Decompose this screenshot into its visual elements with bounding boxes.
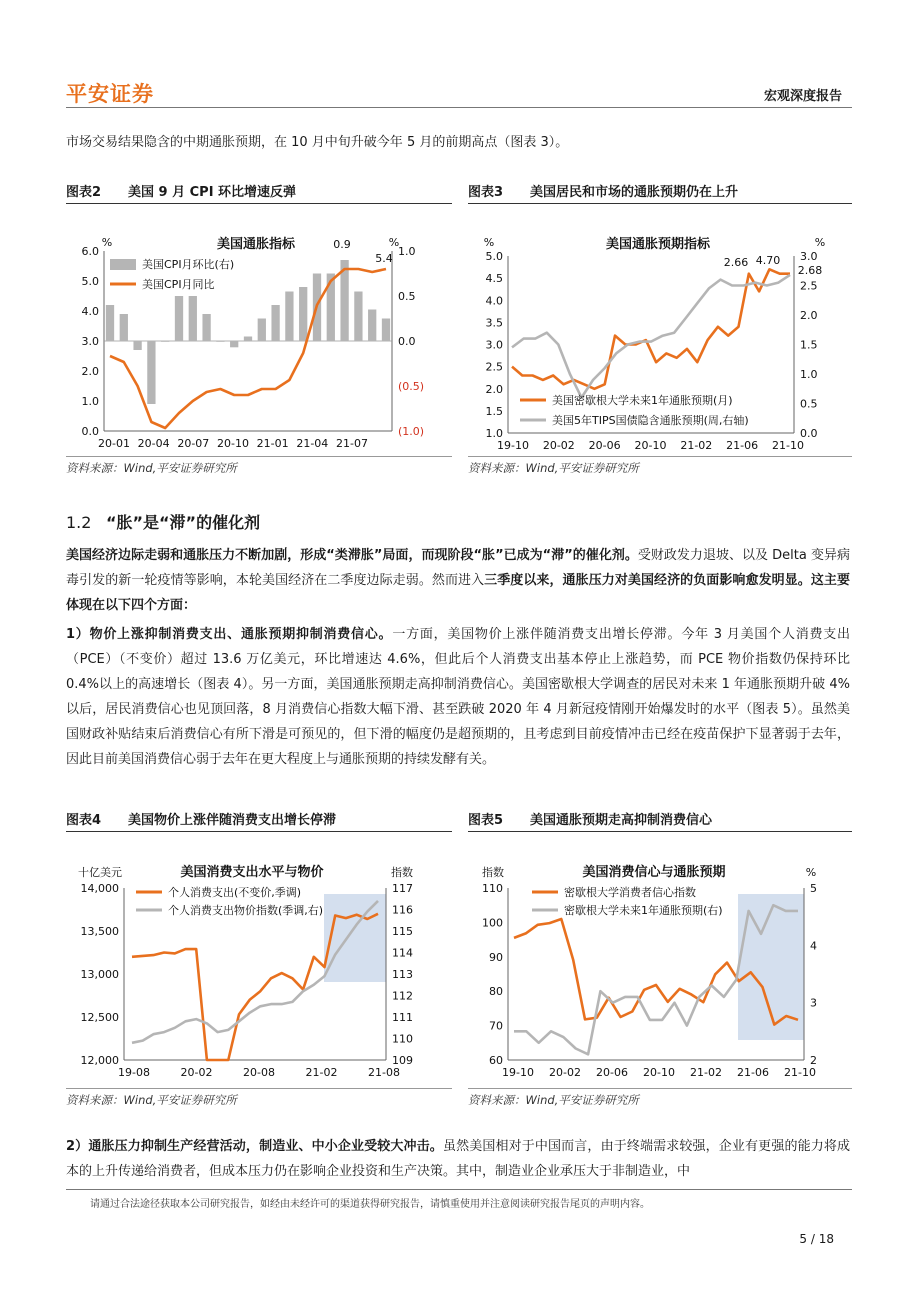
y-right-tick-label: 5 [810, 882, 817, 895]
x-tick-label: 20-07 [177, 437, 210, 450]
y-right-tick-label: 2 [810, 1054, 817, 1067]
y-right-tick-label: 0.5 [800, 397, 818, 411]
x-tick-label: 21-01 [256, 437, 289, 450]
data-annotation: 0.9 [333, 238, 351, 251]
x-tick-label: 20-10 [217, 437, 249, 450]
x-tick-label: 21-04 [296, 437, 329, 450]
footer-disclaimer: 请通过合法途径获取本公司研究报告，如经由未经许可的渠道获得研究报告，请慎重使用并注意阅读研究报告尾页的声明内容。 [90, 1199, 650, 1210]
x-tick-label: 19-10 [497, 439, 529, 452]
y-right-tick-label: 2.5 [800, 279, 818, 293]
footer-divider [66, 1189, 852, 1190]
report-type: 宏观深度报告 [763, 89, 842, 104]
y-right-tick-label: 115 [392, 925, 413, 938]
y-left-tick-label: 1.5 [485, 404, 503, 418]
left-unit-label: 十亿美元 [78, 866, 122, 879]
x-tick-label: 20-02 [542, 439, 575, 452]
y-right-tick-label: 111 [392, 1011, 413, 1024]
y-left-tick-label: 100 [482, 916, 503, 930]
left-unit-label: 指数 [482, 866, 504, 879]
y-right-tick-label: 0.5 [398, 290, 416, 303]
figure-source: 资料来源：Wind,平安证券研究所 [468, 1088, 852, 1111]
x-tick-label: 21-08 [368, 1066, 400, 1079]
x-tick-label: 20-06 [588, 439, 621, 452]
consumer-confidence-chart [468, 832, 852, 1084]
y-left-tick-label: 90 [489, 950, 503, 964]
figure-caption [66, 183, 452, 204]
bar [106, 305, 114, 341]
y-right-tick-label: 113 [392, 968, 413, 981]
figure-number: 图表2 [66, 185, 102, 200]
left-unit-label: % [483, 236, 495, 249]
x-tick-label: 19-10 [502, 1066, 534, 1079]
y-right-tick-label: 2.0 [800, 309, 818, 322]
x-tick-label: 21-06 [737, 1066, 769, 1079]
bar [244, 337, 252, 342]
figure-caption [468, 183, 852, 204]
y-left-tick-label: 6.0 [81, 245, 99, 258]
left-unit-label: % [101, 236, 113, 249]
y-right-tick-label: 112 [392, 989, 413, 1003]
figure-4 [66, 811, 452, 1111]
y-left-tick-label: 4.0 [81, 305, 99, 318]
figure-3 [468, 183, 852, 479]
x-tick-label: 21-10 [784, 1066, 816, 1079]
cpi-chart [66, 204, 452, 452]
figure-2 [66, 183, 452, 479]
bar [258, 319, 266, 342]
y-left-tick-label: 13,500 [80, 925, 119, 938]
y-left-tick-label: 3.5 [485, 316, 503, 330]
right-unit-label: % [388, 236, 400, 249]
y-left-tick-label: 60 [489, 1054, 503, 1067]
x-tick-label: 21-07 [336, 437, 368, 450]
y-right-tick-label: 4 [810, 939, 817, 953]
figure-number: 图表3 [468, 185, 504, 200]
y-left-tick-label: 12,000 [80, 1054, 119, 1067]
inflation-expectation-chart [468, 204, 852, 452]
y-right-tick-label: 1.0 [398, 245, 416, 258]
y-right-tick-label: (1.0) [398, 425, 425, 438]
y-left-tick-label: 1.0 [81, 395, 99, 408]
legend-label: 密歇根大学消费者信心指数 [564, 886, 696, 899]
bar [354, 292, 362, 342]
figure-caption [66, 811, 452, 832]
legend-label: 美国CPI月同比 [142, 278, 215, 291]
chart-title: 美国通胀预期指标 [605, 237, 711, 252]
x-tick-label: 20-01 [98, 437, 130, 450]
y-left-tick-label: 5.0 [81, 275, 99, 288]
chart-title: 美国消费信心与通胀预期 [582, 865, 726, 880]
bar [382, 319, 390, 342]
y-right-tick-label: 116 [392, 903, 413, 917]
section-number: 1.2 [66, 513, 92, 532]
y-left-tick-label: 110 [482, 882, 503, 895]
section-heading [66, 510, 260, 533]
x-tick-label: 20-10 [634, 439, 667, 452]
x-tick-label: 21-02 [305, 1066, 338, 1079]
x-tick-label: 20-02 [180, 1066, 213, 1079]
figure-title: 美国通胀预期走高抑制消费信心 [530, 813, 713, 828]
y-left-tick-label: 70 [489, 1019, 503, 1033]
y-left-tick-label: 3.0 [81, 335, 99, 348]
series-line [512, 269, 790, 389]
highlight-band [324, 894, 386, 982]
bar [216, 341, 224, 342]
y-right-tick-label: 1.0 [800, 368, 818, 381]
legend-label: 个人消费支出(不变价,季调) [168, 886, 302, 899]
y-left-tick-label: 2.5 [485, 360, 503, 374]
figure-title: 美国 9 月 CPI 环比增速反弹 [128, 185, 297, 200]
x-tick-label: 20-08 [243, 1066, 275, 1079]
bar [230, 341, 238, 347]
x-tick-label: 21-02 [690, 1066, 722, 1079]
right-unit-label: % [805, 866, 817, 879]
bar [299, 287, 307, 341]
header-divider [66, 107, 852, 108]
y-left-tick-label: 12,500 [80, 1011, 119, 1024]
brand-logo: 平安证券 [66, 82, 154, 106]
chart-title: 美国通胀指标 [216, 237, 296, 252]
y-right-tick-label: 3.0 [800, 250, 818, 263]
legend-label: 个人消费支出物价指数(季调,右) [168, 904, 324, 917]
paragraph-1: 美国经济边际走弱和通胀压力不断加剧，形成“类滞胀”局面，而现阶段“胀”已成为“滞”的催化剂。受财政发力退坡、以及 Delta 变异病毒引发的新一轮疫情等影响，本轮美国经济在二季度边际走弱。然而进入三季度以来，通胀压力对美国经济的负面影响愈发明显。这主要体现在以下四个方面： [66, 548, 851, 613]
page-number: 5 / 18 [799, 1232, 834, 1246]
y-right-tick-label: 114 [392, 946, 413, 960]
y-left-tick-label: 14,000 [80, 882, 119, 895]
y-left-tick-label: 4.5 [485, 272, 503, 286]
x-tick-label: 21-06 [726, 439, 759, 452]
figure-source: 资料来源：Wind,平安证券研究所 [66, 1088, 452, 1111]
figure-title: 美国居民和市场的通胀预期仍在上升 [530, 185, 739, 200]
legend-label: 美国CPI月环比(右) [142, 258, 235, 271]
bar [202, 314, 210, 341]
x-tick-label: 21-02 [680, 439, 713, 452]
y-left-tick-label: 1.0 [485, 427, 503, 440]
chart-title: 美国消费支出水平与物价 [180, 865, 324, 880]
bar [161, 341, 169, 342]
y-left-tick-label: 4.0 [485, 294, 503, 308]
paragraph-lead: 美国经济边际走弱和通胀压力不断加剧，形成“类滞胀”局面，而现阶段“胀”已成为“滞”的催化剂。 [66, 548, 638, 563]
legend-label: 美国密歇根大学未来1年通胀预期(月) [552, 394, 733, 407]
bar [147, 341, 155, 404]
data-annotation: 2.66 [723, 256, 749, 269]
bar [285, 292, 293, 342]
paragraph-2: 1）物价上涨抑制消费支出、通胀预期抑制消费信心。一方面，美国物价上涨伴随消费支出增长停滞。今年 3 月美国个人消费支出（PCE）（不变价）超过 13.6 万亿美元，环比增速达 4.6%，但此后个人消费支出基本停止上涨趋势，而 PCE 物价指数仍保持环比 0.4%以上的高速增长（图表 4）。另一方面，美国通胀预期走高抑制消费信心。美国密歇根大学调查的居民对未来 1 年通胀预期升破 4%以后，居民消费信心也见顶回落，8 月消费信心指数大幅下滑、甚至跌破 2020 年 4 月新冠疫情刚开始爆发时的水平（图表 5）。虽然美国财政补贴结束后消费信心有所下滑是可预见的，但下滑的幅度仍是超预期的，且考虑到目前疫情冲击已经在疫苗保护下显著弱于去年，因此目前美国消费信心弱于去年在更大程度上与通胀预期的持续发酵有关。 [66, 627, 850, 767]
paragraph-lead: 2）通胀压力抑制生产经营活动，制造业、中小企业受较大冲击。 [66, 1139, 443, 1154]
y-right-tick-label: 0.0 [800, 427, 818, 440]
y-right-tick-label: 117 [392, 882, 413, 895]
x-tick-label: 20-02 [549, 1066, 581, 1079]
y-right-tick-label: 109 [392, 1054, 413, 1067]
legend-swatch [110, 259, 136, 270]
bar [120, 314, 128, 341]
legend-label: 美国5年TIPS国债隐含通胀预期(周,右轴) [552, 414, 749, 427]
y-right-tick-label: 3 [810, 996, 817, 1010]
data-annotation: 2.68 [797, 264, 823, 277]
y-left-tick-label: 0.0 [81, 425, 99, 438]
right-unit-label: % [814, 236, 826, 249]
figure-title: 美国物价上涨伴随消费支出增长停滞 [128, 813, 337, 828]
y-right-tick-label: 110 [392, 1032, 413, 1046]
consumption-price-chart [66, 832, 452, 1084]
figure-caption [468, 811, 852, 832]
figure-5 [468, 811, 852, 1111]
series-line [512, 275, 790, 398]
bar [368, 310, 376, 342]
data-annotation: 4.70 [755, 254, 781, 267]
intro-paragraph: 市场交易结果隐含的中期通胀预期，在 10 月中旬升破今年 5 月的前期高点（图表 3）。 [66, 135, 569, 150]
right-unit-label: 指数 [391, 866, 413, 879]
x-tick-label: 20-04 [137, 437, 170, 450]
y-left-tick-label: 2.0 [81, 365, 99, 378]
paragraph-lead: 1）物价上涨抑制消费支出、通胀预期抑制消费信心。 [66, 627, 393, 642]
figure-number: 图表5 [468, 813, 504, 828]
x-tick-label: 19-08 [118, 1066, 150, 1079]
bar [175, 296, 183, 341]
x-tick-label: 21-10 [772, 439, 804, 452]
y-left-tick-label: 5.0 [485, 250, 503, 263]
x-tick-label: 20-10 [643, 1066, 675, 1079]
figure-number: 图表4 [66, 813, 102, 828]
section-title: “胀”是“滞”的催化剂 [106, 513, 261, 532]
bar [189, 296, 197, 341]
y-left-tick-label: 80 [489, 985, 503, 999]
y-right-tick-label: 0.0 [398, 335, 416, 348]
figure-source: 资料来源：Wind,平安证券研究所 [66, 456, 452, 479]
y-right-tick-label: 1.5 [800, 338, 818, 352]
figure-source: 资料来源：Wind,平安证券研究所 [468, 456, 852, 479]
legend-label: 密歇根大学未来1年通胀预期(右) [564, 904, 723, 917]
y-left-tick-label: 2.0 [485, 382, 503, 396]
paragraph-3: 2）通胀压力抑制生产经营活动，制造业、中小企业受较大冲击。虽然美国相对于中国而言，由于终端需求较强，企业有更强的能力将成本的上升传递给消费者，但成本压力仍在影响企业投资和生产决策。其中，制造业企业承压大于非制造业，中 [66, 1139, 850, 1179]
data-annotation: 5.4 [375, 252, 393, 265]
y-right-tick-label: (0.5) [398, 380, 425, 393]
x-tick-label: 20-06 [596, 1066, 628, 1079]
y-left-tick-label: 3.0 [485, 338, 503, 352]
y-left-tick-label: 13,000 [80, 968, 119, 981]
bar [271, 305, 279, 341]
bar [133, 341, 141, 350]
